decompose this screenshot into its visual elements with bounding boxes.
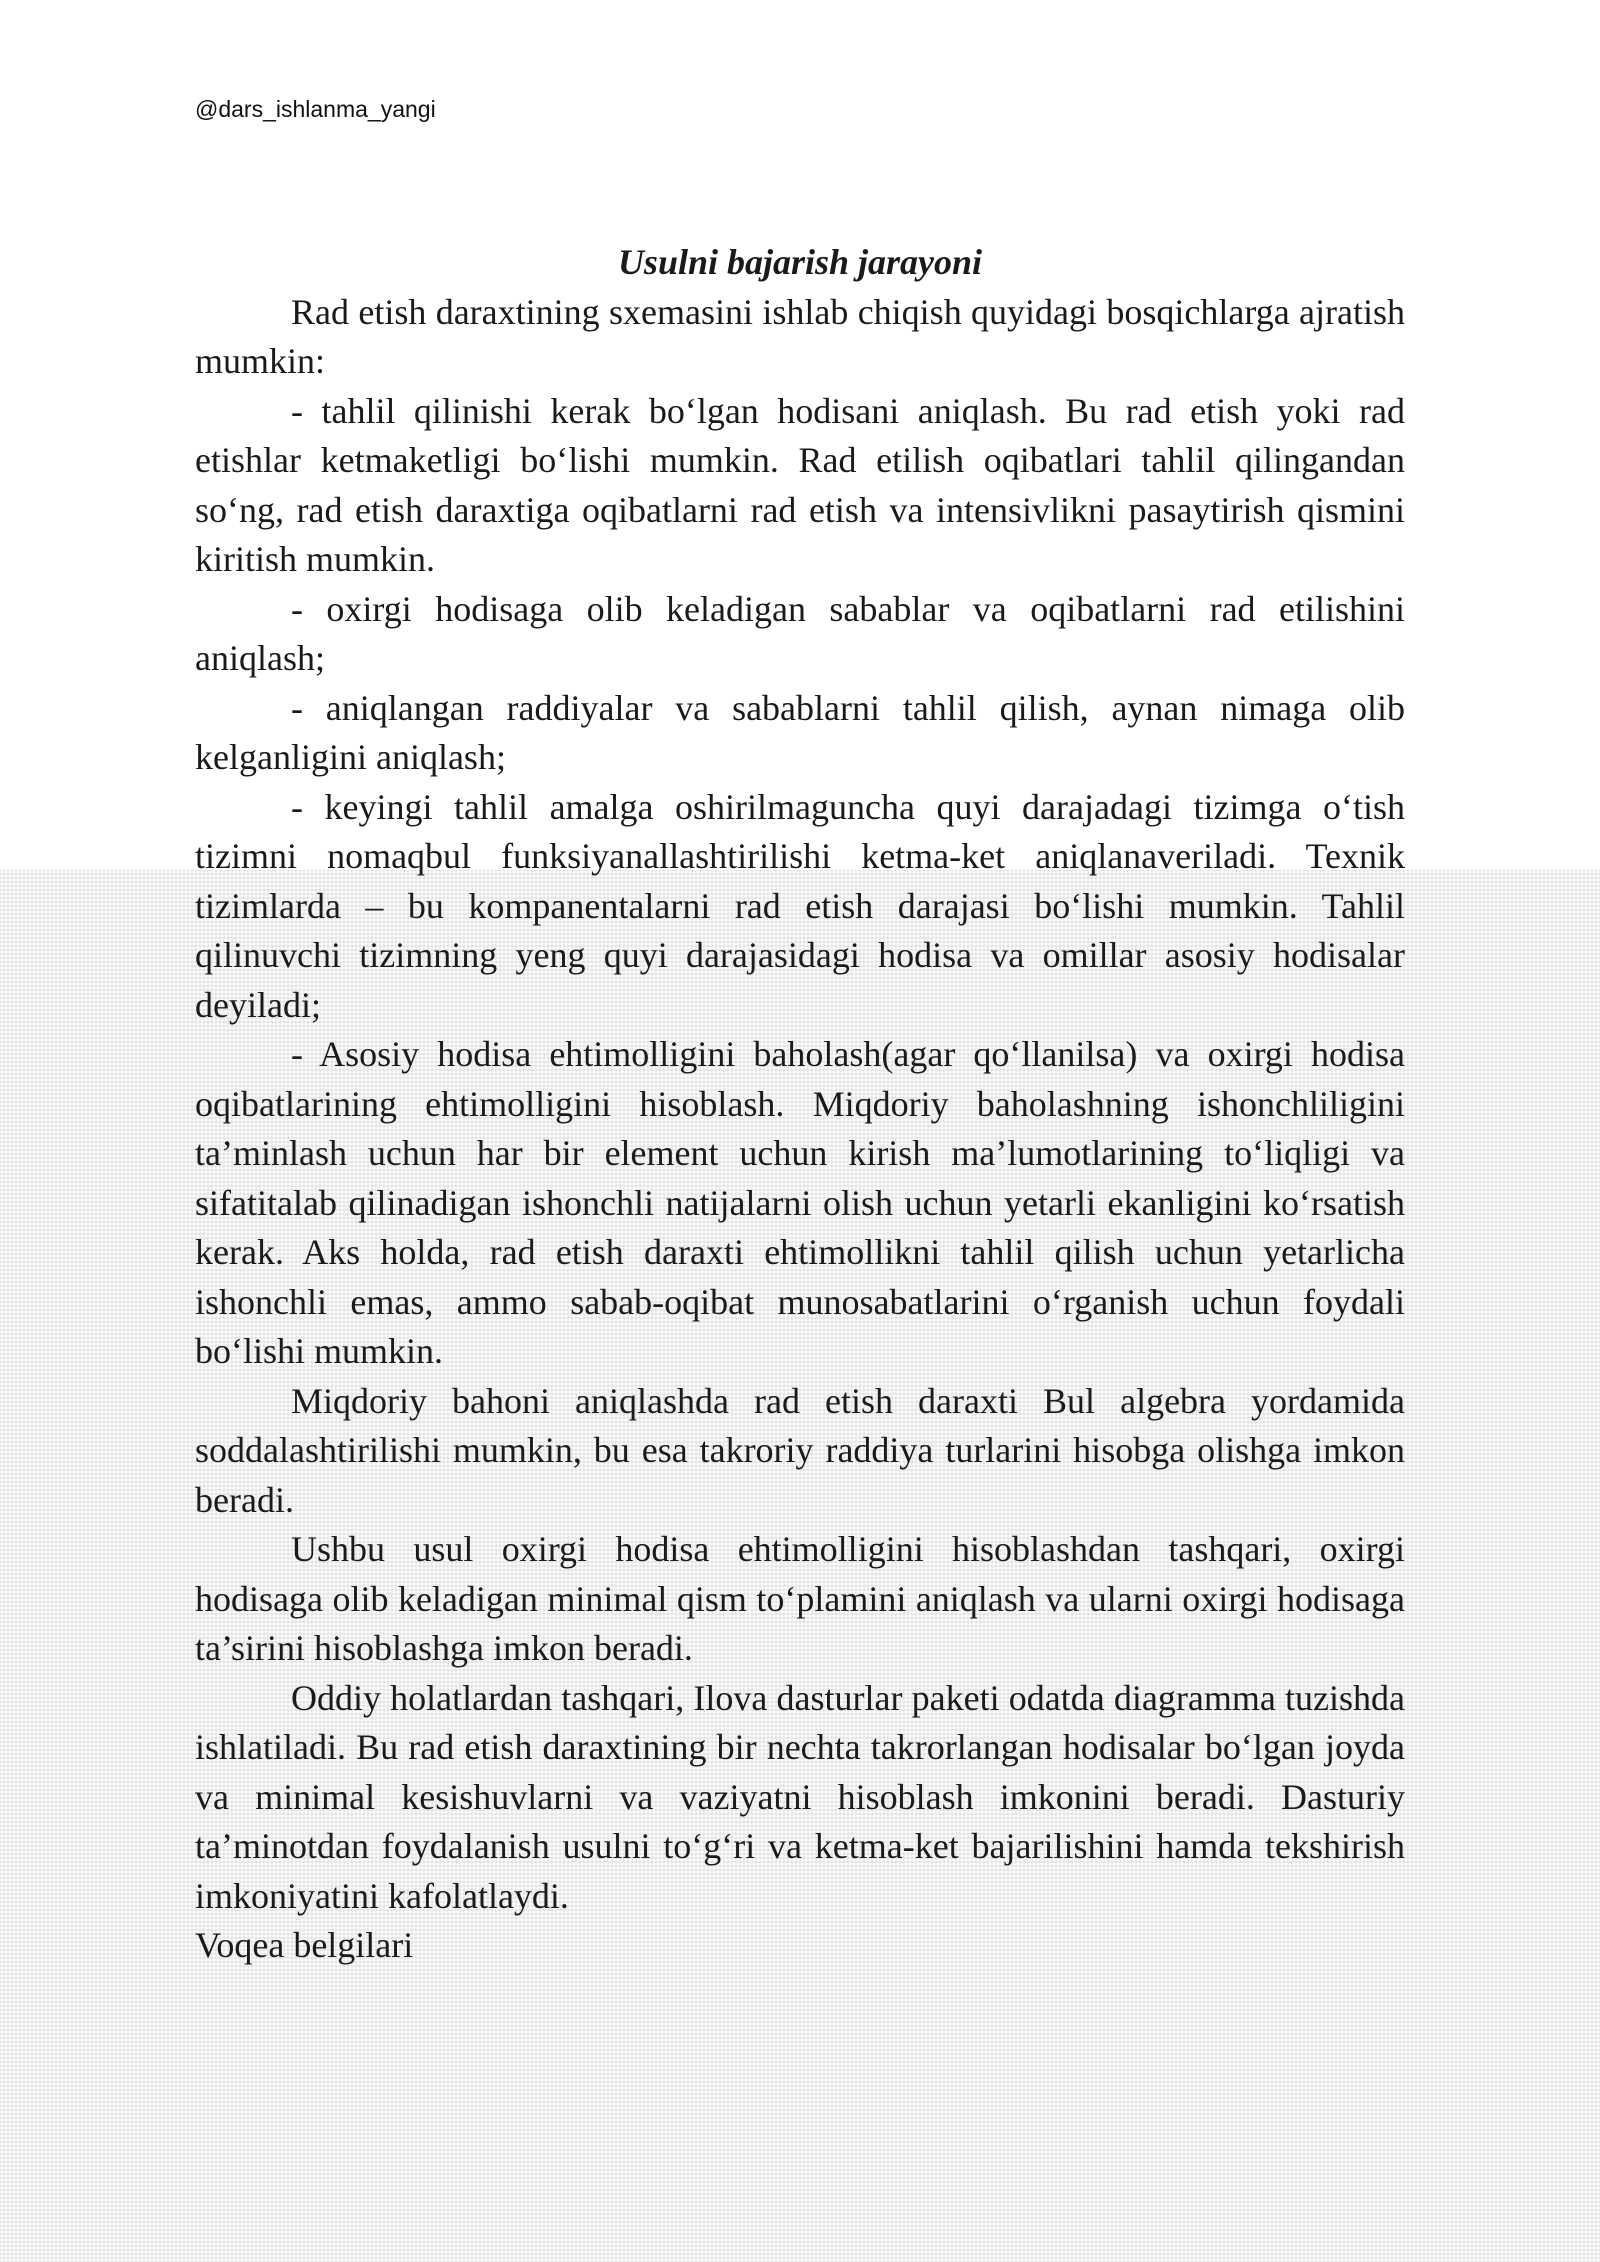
paragraph: Ushbu usul oxirgi hodisa ehtimolligini hisoblashdan tashqari, oxirgi hodisaga olib keladigan minimal qism to‘plamini aniqlash va ularni oxirgi hodisaga ta’sirini hisoblashga imkon beradi. — [195, 1529, 1405, 1668]
paragraph: - keyingi tahlil amalga oshirilmaguncha quyi darajadagi tizimga o‘tish tizimni nomaqbul funksiyanallashtirilishi ketma-ket aniqlanaveriladi. Texnik tizimlarda – bu kompanentalarni rad etish darajasi bo‘lishi mumkin. Tahlil qilinuvchi tizimning yeng quyi darajasidagi hodisa va omillar asosiy hodisalar deyiladi; — [195, 786, 1405, 1025]
section-title: Usulni bajarish jarayoni — [617, 242, 983, 282]
paragraph: - aniqlangan raddiyalar va sabablarni tahlil qilish, aynan nimaga olib kelganligini aniqlash; — [195, 687, 1405, 777]
paragraph: Oddiy holatlardan tashqari, Ilova dasturlar paketi odatda diagramma tuzishda ishlatiladi. Bu rad etish daraxtining bir nechta takrorlangan hodisalar bo‘lgan joyda va minimal kesishuvlarni va vaziyatni hisoblash imkonini beradi. Dasturiy ta’minotdan foydalanish usulni to‘g‘ri va ketma-ket bajarilishini hamda tekshirish imkoniyatini kafolatlaydi. — [195, 1677, 1405, 1916]
document-body — [195, 238, 1405, 1971]
channel-handle: @dars_ishlanma_yangi — [195, 96, 436, 122]
paragraph: - Asosiy hodisa ehtimolligini baholash(agar qo‘llanilsa) va oxirgi hodisa oqibatlarining ehtimolligini hisoblash. Miqdoriy baholashning ishonchliligini ta’minlash uchun har bir element uchun kirish ma’lumotlarining to‘liqligi va sifatitalab qilinadigan ishonchli natijalarni olish uchun yetarli ekanligini ko‘rsatish kerak. Aks holda, rad etish daraxti ehtimollikni tahlil qilish uchun yetarlicha ishonchli emas, ammo sabab-oqibat munosabatlarini o‘rganish uchun foydali bo‘lishi mumkin. — [195, 1034, 1405, 1371]
paragraph: - tahlil qilinishi kerak bo‘lgan hodisani aniqlash. Bu rad etish yoki rad etishlar ketmaketligi bo‘lishi mumkin. Rad etilish oqibatlari tahlil qilingandan so‘ng, rad etish daraxtiga oqibatlarni rad etish va intensivlikni pasaytirish qismini kiritish mumkin. — [195, 390, 1405, 579]
paragraph: Rad etish daraxtining sxemasini ishlab chiqish quyidagi bosqichlarga ajratish mumkin: — [195, 291, 1405, 381]
subheading-text: Voqea belgilari — [195, 1925, 414, 1965]
paragraph: - oxirgi hodisaga olib keladigan sabablar va oqibatlarni rad etilishini aniqlash; — [195, 588, 1405, 678]
paragraph: Miqdoriy bahoni aniqlashda rad etish daraxti Bul algebra yordamida soddalashtirilishi mumkin, bu esa takroriy raddiya turlarini hisobga olishga imkon beradi. — [195, 1380, 1405, 1520]
